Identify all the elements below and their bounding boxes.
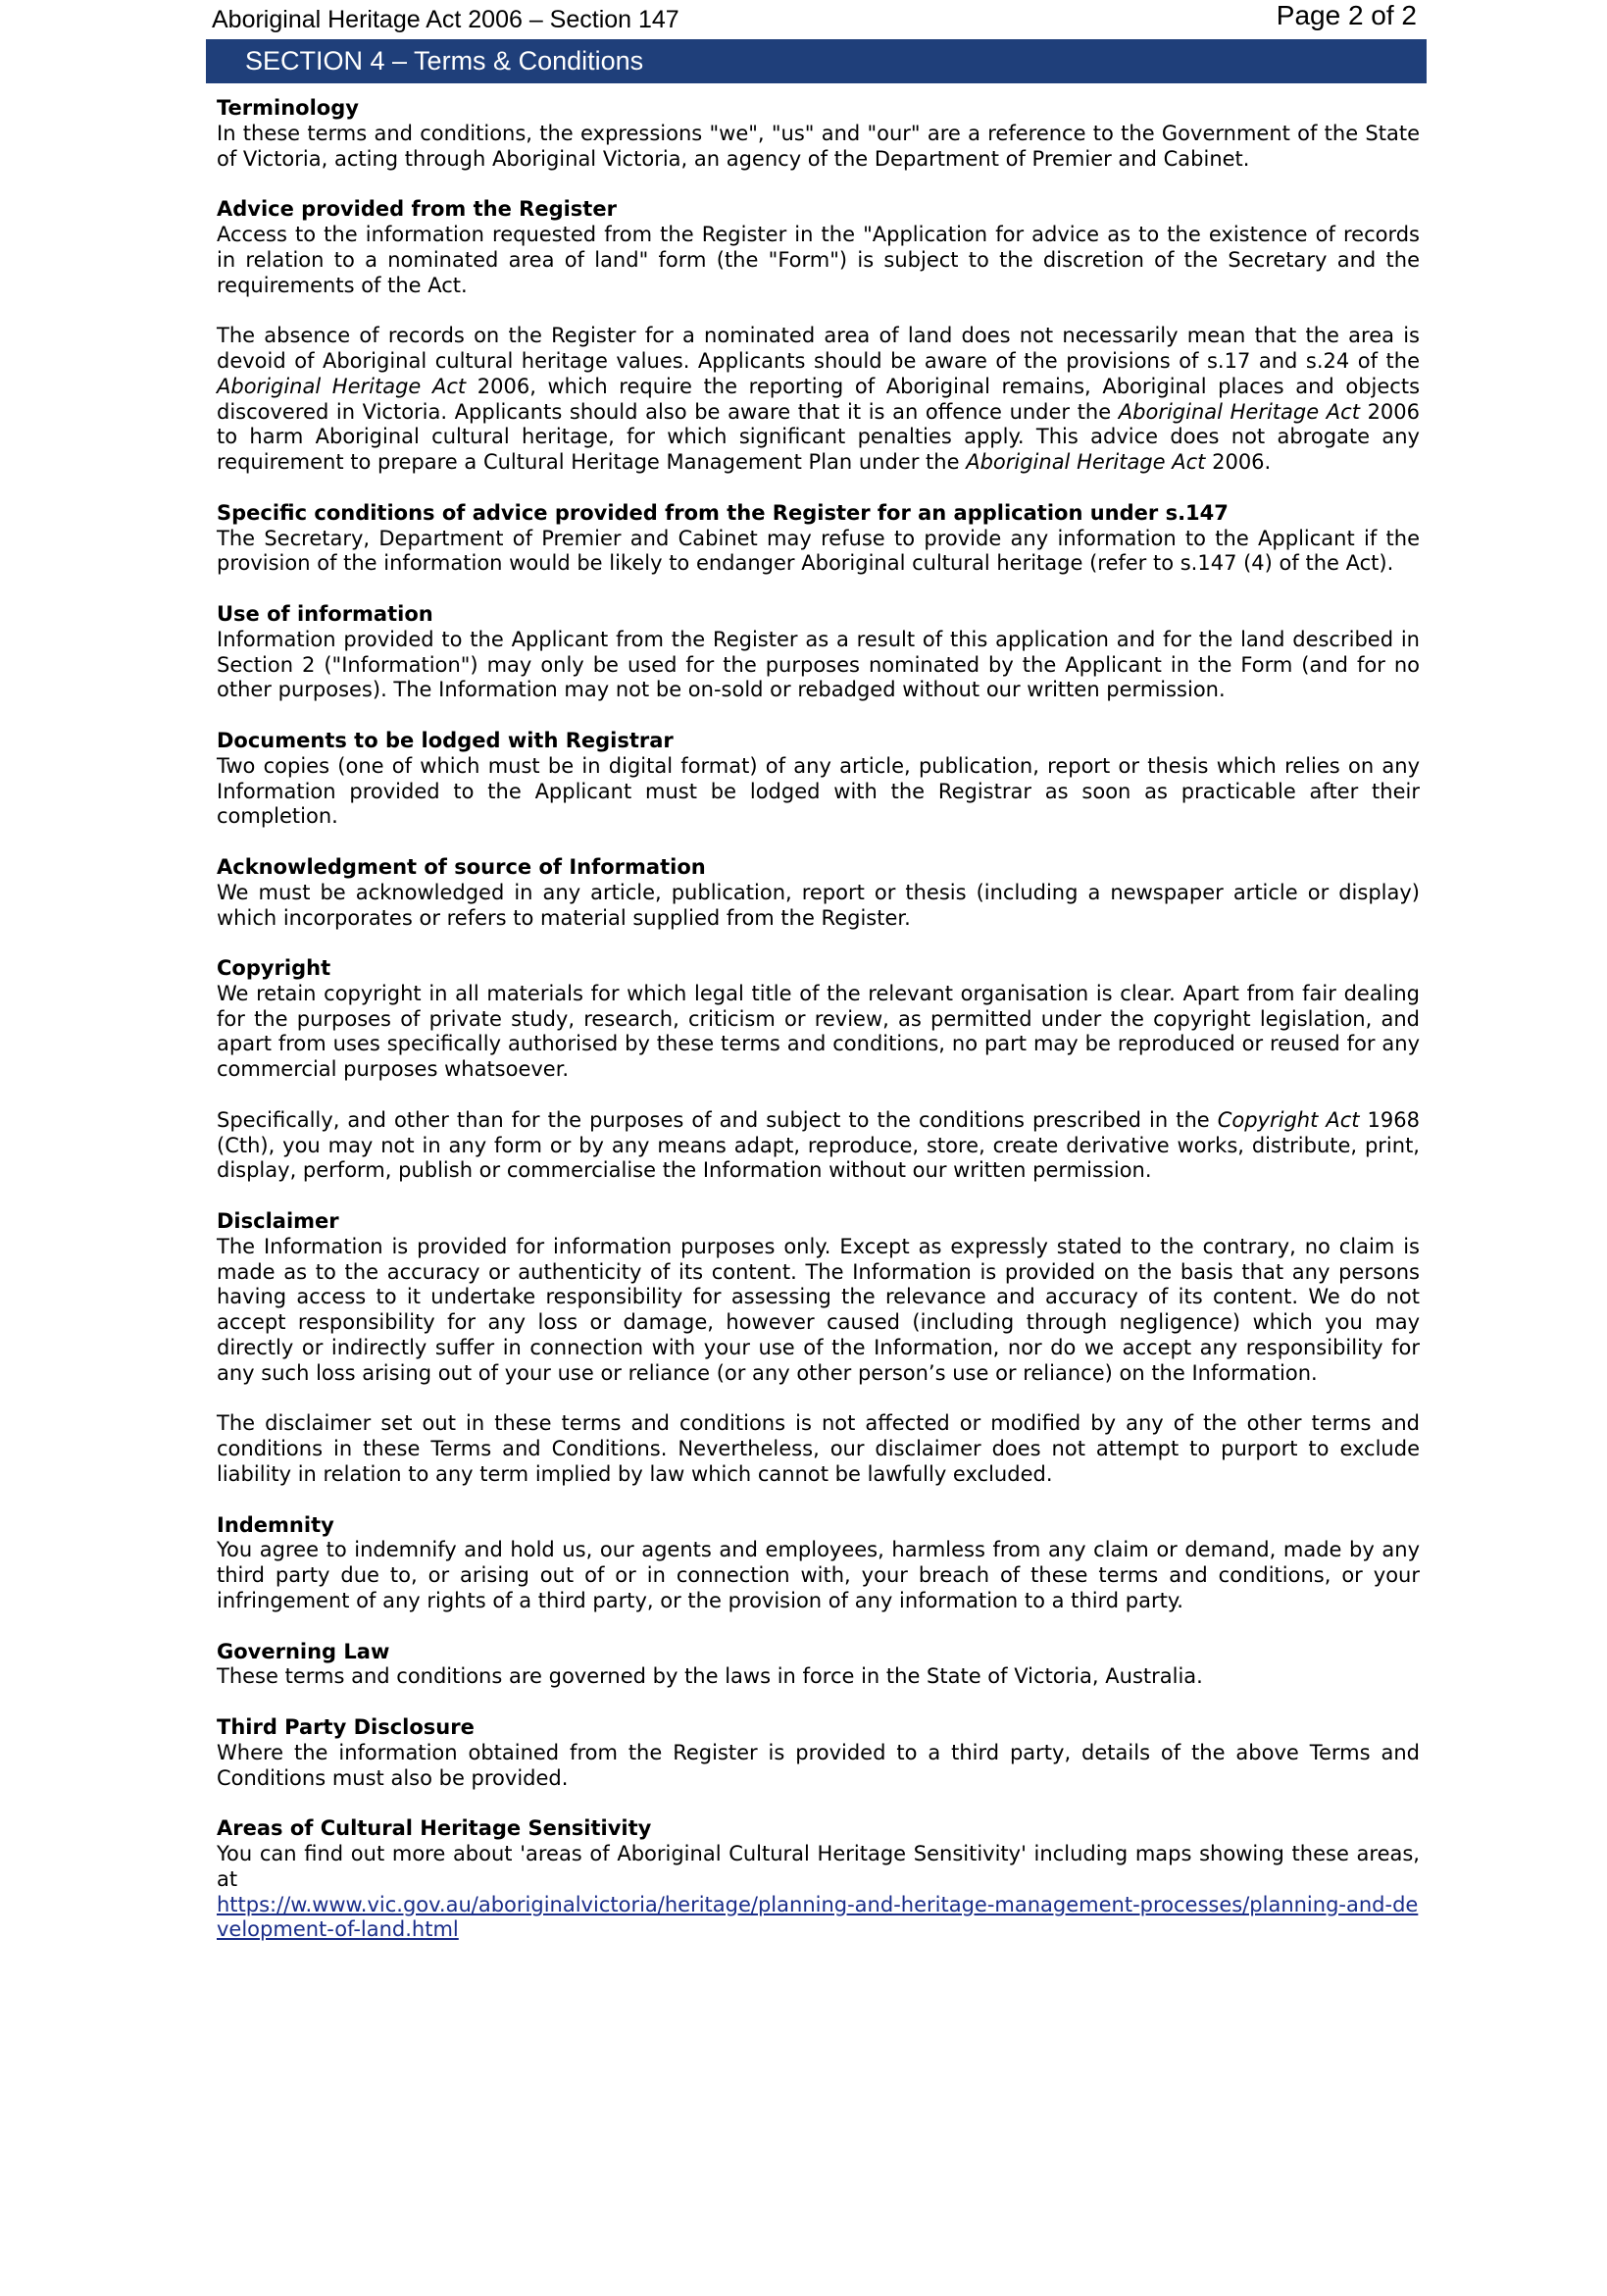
documents-lodged-section bbox=[217, 729, 1420, 830]
use-of-information-paragraph: Information provided to the Applicant from the Register as a result of this application and for the land described in Section 2 ("Information") may only be used for the purposes nominated by the Applicant in the Form (and for no other purposes). The Information may not be on-sold or rebadged without our written permission. bbox=[217, 627, 1420, 702]
terminology-section bbox=[217, 96, 1420, 172]
advice-text-c: 2006, which require the reporting of Aboriginal remains, Aboriginal places and objects discovered in Victoria. Applicants should also be aware that it is an offence under the bbox=[217, 374, 1421, 424]
disclaimer-section bbox=[217, 1209, 1420, 1488]
copyright-section bbox=[217, 956, 1420, 1184]
governing-law-section bbox=[217, 1640, 1420, 1691]
acknowledgment-section bbox=[217, 855, 1420, 931]
section-title: SECTION 4 – Terms & Conditions bbox=[245, 46, 644, 76]
use-of-information-section bbox=[217, 602, 1420, 703]
act-name-italic: Aboriginal Heritage Act bbox=[966, 450, 1206, 475]
governing-law-heading: Governing Law bbox=[217, 1639, 390, 1663]
copyright-act-italic: Copyright Act bbox=[1217, 1107, 1360, 1132]
document-title: Aboriginal Heritage Act 2006 – Section 147 bbox=[212, 6, 679, 33]
section-title-bar bbox=[206, 39, 1427, 83]
specific-conditions-section bbox=[217, 501, 1420, 577]
indemnity-section bbox=[217, 1513, 1420, 1614]
sensitivity-section bbox=[217, 1816, 1420, 1943]
specific-conditions-paragraph: The Secretary, Department of Premier and Cabinet may refuse to provide any information to the Applicant if the provision of the information would be likely to endanger Aboriginal cultural heritage (refer to s.147 (4) of the Act). bbox=[217, 526, 1420, 576]
advice-text-a: The absence of records on the Register for a nominated area of land does not necessarily mean that the area is devoid of Aboriginal cultural heritage values. Applicants should be aware of the provisions of s.17 and s.24 of the bbox=[217, 324, 1420, 373]
specific-conditions-heading: Specific conditions of advice provided from the Register for an application under s.147 bbox=[217, 500, 1229, 525]
terminology-paragraph: In these terms and conditions, the expressions "we", "us" and "our" are a reference to the Government of the State of Victoria, acting through Aboriginal Victoria, an agency of the Department of Premier and Cabinet. bbox=[217, 121, 1420, 171]
advice-paragraph-2 bbox=[217, 324, 1420, 476]
copyright-text-a: Specifically, and other than for the purposes of and subject to the conditions prescribed in the bbox=[217, 1107, 1218, 1132]
disclaimer-heading: Disclaimer bbox=[217, 1209, 339, 1234]
documents-lodged-paragraph: Two copies (one of which must be in digital format) of any article, publication, report or thesis which relies on any Information provided to the Applicant must be lodged with the Registrar as soon as practicable after their completion. bbox=[217, 753, 1420, 829]
copyright-heading: Copyright bbox=[217, 956, 331, 981]
advice-text-g: 2006. bbox=[1205, 450, 1272, 475]
disclaimer-paragraph-2: The disclaimer set out in these terms and conditions is not affected or modified by any of the other terms and conditions in these Terms and Conditions. Nevertheless, our disclaimer does not attempt to purport to exclude liability in relation to any term implied by law which cannot be lawfully excluded. bbox=[217, 1411, 1420, 1487]
act-name-italic: Aboriginal Heritage Act bbox=[217, 374, 467, 398]
copyright-paragraph-2 bbox=[217, 1108, 1420, 1184]
indemnity-heading: Indemnity bbox=[217, 1512, 334, 1537]
advice-text-e: 2006 to harm Aboriginal cultural heritage, for which significant penalties apply. This advice does not abrogate any requirement to prepare a Cultural Heritage Management Plan under the bbox=[217, 399, 1421, 475]
use-of-information-heading: Use of information bbox=[217, 601, 433, 626]
advice-paragraph-1: Access to the information requested from the Register in the "Application for advice as to the existence of records in relation to a nominated area of land" form (the "Form") is subject to the discretion of the Secretary and the requirements of the Act. bbox=[217, 222, 1420, 297]
documents-lodged-heading: Documents to be lodged with Registrar bbox=[217, 728, 674, 752]
sensitivity-heading: Areas of Cultural Heritage Sensitivity bbox=[217, 1816, 652, 1841]
copyright-text-c: 1968 (Cth), you may not in any form or by any means adapt, reproduce, store, create derivative works, distribute, print, display, perform, publish or commercialise the Information without our written permission. bbox=[217, 1107, 1420, 1183]
sensitivity-link[interactable]: https://w.www.vic.gov.au/aboriginalvictoria/heritage/planning-and-heritage-management-processes/planning-and-development-of-land.html bbox=[217, 1892, 1419, 1942]
governing-law-paragraph: These terms and conditions are governed by the laws in force in the State of Victoria, Australia. bbox=[217, 1664, 1203, 1689]
advice-section bbox=[217, 197, 1420, 476]
acknowledgment-paragraph: We must be acknowledged in any article, publication, report or thesis (including a newspaper article or display) which incorporates or refers to material supplied from the Register. bbox=[217, 880, 1420, 930]
acknowledgment-heading: Acknowledgment of source of Information bbox=[217, 854, 706, 879]
act-name-italic: Aboriginal Heritage Act bbox=[1118, 399, 1360, 424]
disclaimer-paragraph-1: The Information is provided for information purposes only. Except as expressly stated to the contrary, no claim is made as to the accuracy or authenticity of its content. The Information is provided on the basis that any persons having access to it undertake responsibility for assessing the relevance and accuracy of its content. We do not accept responsibility for any loss or damage, however caused (including through negligence) which you may directly or indirectly suffer in connection with your use of the Information, nor do we accept any responsibility for any such loss arising out of your use or reliance (or any other person’s use or reliance) on the Information. bbox=[217, 1234, 1420, 1385]
advice-heading: Advice provided from the Register bbox=[217, 197, 617, 222]
third-party-section bbox=[217, 1715, 1420, 1791]
page-header bbox=[206, 0, 1427, 39]
third-party-heading: Third Party Disclosure bbox=[217, 1715, 475, 1739]
terminology-heading: Terminology bbox=[217, 96, 359, 120]
page-number: Page 2 of 2 bbox=[1276, 0, 1417, 30]
indemnity-paragraph: You agree to indemnify and hold us, our agents and employees, harmless from any claim or demand, made by any third party due to, or arising out of or in connection with, your breach of these terms and conditions, or your infringement of any rights of a third party, or the provision of any information to a third party. bbox=[217, 1538, 1420, 1613]
third-party-paragraph: Where the information obtained from the Register is provided to a third party, details of the above Terms and Conditions must also be provided. bbox=[217, 1740, 1420, 1790]
copyright-paragraph-1: We retain copyright in all materials for which legal title of the relevant organisation is clear. Apart from fair dealing for the purposes of private study, research, criticism or review, as permitted under the copyright legislation, and apart from uses specifically authorised by these terms and conditions, no part may be reproduced or reused for any commercial purposes whatsoever. bbox=[217, 981, 1420, 1082]
sensitivity-paragraph: You can find out more about 'areas of Aboriginal Cultural Heritage Sensitivity' including maps showing these areas, at bbox=[217, 1841, 1420, 1891]
terms-content bbox=[217, 96, 1420, 1968]
